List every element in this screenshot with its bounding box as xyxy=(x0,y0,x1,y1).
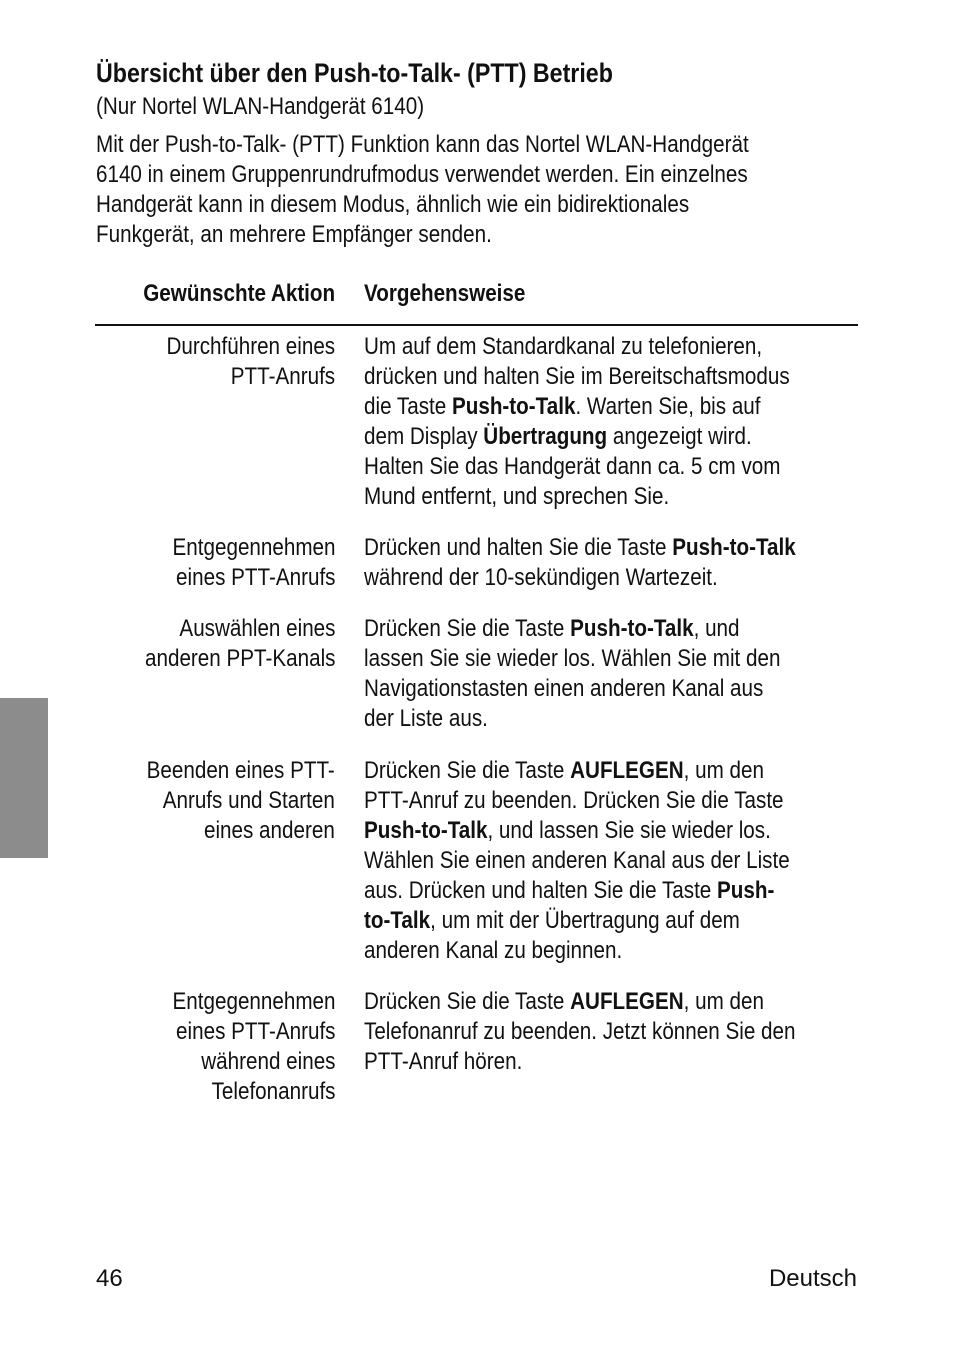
action-line: PTT-Anrufs xyxy=(230,363,335,390)
action-line: Durchführen eines xyxy=(166,333,335,360)
procedure-line xyxy=(364,846,846,876)
procedure-line xyxy=(364,876,846,906)
action-cell xyxy=(139,332,335,392)
action-line: eines PTT-Anrufs xyxy=(175,564,335,591)
procedure-line xyxy=(364,756,846,786)
procedure-line xyxy=(364,936,846,966)
intro-line: Funkgerät, an mehrere Empfänger senden. xyxy=(96,221,492,248)
action-line: anderen PPT-Kanals xyxy=(144,645,335,672)
procedure-text: Drücken Sie die Taste xyxy=(364,615,571,642)
action-cell xyxy=(116,756,335,846)
procedure-key-term: AUFLEGEN xyxy=(570,757,684,784)
action-line: eines anderen xyxy=(204,817,335,844)
procedure-text: , und lassen Sie sie wieder los. xyxy=(487,817,771,844)
procedure-text: dem Display xyxy=(364,423,484,450)
procedure-key-term: Push-to-Talk xyxy=(451,393,576,420)
table-header-rule xyxy=(95,324,858,326)
procedure-line xyxy=(364,987,846,1017)
procedure-text: die Taste xyxy=(364,393,452,420)
procedure-line xyxy=(364,533,846,563)
procedure-line xyxy=(364,786,846,816)
intro-paragraph xyxy=(96,130,856,250)
procedure-text: lassen Sie sie wieder los. Wählen Sie mit den xyxy=(364,645,781,672)
procedure-key-term: Push- xyxy=(717,877,775,904)
procedure-line xyxy=(364,674,846,704)
intro-line: Mit der Push-to-Talk- (PTT) Funktion kann das Nortel WLAN-Handgerät xyxy=(96,131,749,158)
procedure-line xyxy=(364,332,846,362)
procedure-line xyxy=(364,1017,846,1047)
section-subtitle-text: (Nur Nortel WLAN-Handgerät 6140) xyxy=(96,93,425,120)
procedure-text: anderen Kanal zu beginnen. xyxy=(364,937,623,964)
procedure-cell xyxy=(364,533,924,593)
side-tab-marker xyxy=(0,698,48,858)
action-line: Entgegennehmen xyxy=(172,988,335,1015)
procedure-line xyxy=(364,362,846,392)
procedure-text: Telefonanruf zu beenden. Jetzt können Sie den xyxy=(364,1018,796,1045)
page-number: 46 xyxy=(96,1265,123,1292)
action-cell xyxy=(146,987,336,1107)
procedure-text: Drücken Sie die Taste xyxy=(364,757,571,784)
procedure-key-term: Übertragung xyxy=(483,423,608,450)
action-line: Entgegennehmen xyxy=(172,534,335,561)
procedure-key-term: Push-to-Talk xyxy=(570,615,694,642)
procedure-line xyxy=(364,563,846,593)
procedure-text: , um mit der Übertragung auf dem xyxy=(430,907,740,934)
action-line: Beenden eines PTT- xyxy=(146,757,335,784)
procedure-text: PTT-Anruf zu beenden. Drücken Sie die Taste xyxy=(364,787,784,814)
procedure-key-term: Push-to-Talk xyxy=(364,817,488,844)
section-title xyxy=(96,56,916,90)
section-title-text: Übersicht über den Push-to-Talk- (PTT) Betrieb xyxy=(96,58,613,88)
procedure-line xyxy=(364,644,846,674)
section-subtitle xyxy=(96,92,916,122)
procedure-text: Um auf dem Standardkanal zu telefonieren, xyxy=(364,333,763,360)
procedure-text: Halten Sie das Handgerät dann ca. 5 cm vom xyxy=(364,453,781,480)
procedure-key-term: Push-to-Talk xyxy=(672,534,796,561)
procedure-text: Wählen Sie einen anderen Kanal aus der Liste xyxy=(364,847,790,874)
procedure-text: , und xyxy=(693,615,740,642)
footer-language: Deutsch xyxy=(768,1265,857,1292)
intro-line: Handgerät kann in diesem Modus, ähnlich wie ein bidirektionales xyxy=(96,191,690,218)
table-header-procedure-text: Vorgehensweise xyxy=(364,280,526,307)
action-cell xyxy=(146,533,336,593)
intro-line: 6140 in einem Gruppenrundrufmodus verwendet werden. Ein einzelnes xyxy=(96,161,748,188)
procedure-text: aus. Drücken und halten Sie die Taste xyxy=(364,877,718,904)
procedure-text: , um den xyxy=(683,757,764,784)
procedure-line xyxy=(364,816,846,846)
table-header-action-text: Gewünschte Aktion xyxy=(143,280,335,307)
table-header-action xyxy=(112,279,335,309)
procedure-text: angezeigt wird. xyxy=(607,423,752,450)
procedure-text: , um den xyxy=(683,988,764,1015)
procedure-text: Mund entfernt, und sprechen Sie. xyxy=(364,483,670,510)
procedure-line xyxy=(364,422,846,452)
procedure-cell xyxy=(364,987,924,1077)
procedure-text: während der 10-sekündigen Wartezeit. xyxy=(364,564,718,591)
procedure-cell xyxy=(364,614,924,734)
procedure-line xyxy=(364,452,846,482)
action-line: Auswählen eines xyxy=(178,615,335,642)
action-line: während eines xyxy=(200,1048,335,1075)
procedure-line xyxy=(364,614,846,644)
procedure-text: Drücken Sie die Taste xyxy=(364,988,571,1015)
action-line: Anrufs und Starten xyxy=(162,787,335,814)
procedure-text: PTT-Anruf hören. xyxy=(364,1048,523,1075)
procedure-cell xyxy=(364,756,924,966)
table-header-procedure xyxy=(364,279,552,309)
procedure-text: . Warten Sie, bis auf xyxy=(575,393,761,420)
procedure-key-term: to-Talk xyxy=(364,907,431,934)
action-cell xyxy=(114,614,335,674)
procedure-key-term: AUFLEGEN xyxy=(570,988,684,1015)
procedure-line xyxy=(364,1047,846,1077)
procedure-text: drücken und halten Sie im Bereitschaftsmodus xyxy=(364,363,790,390)
procedure-text: Drücken und halten Sie die Taste xyxy=(364,534,673,561)
procedure-line xyxy=(364,392,846,422)
procedure-text: der Liste aus. xyxy=(364,705,488,732)
procedure-line xyxy=(364,482,846,512)
procedure-cell xyxy=(364,332,924,512)
action-line: Telefonanrufs xyxy=(211,1078,335,1105)
procedure-line xyxy=(364,906,846,936)
procedure-text: Navigationstasten einen anderen Kanal aus xyxy=(364,675,764,702)
action-line: eines PTT-Anrufs xyxy=(175,1018,335,1045)
procedure-line xyxy=(364,704,846,734)
